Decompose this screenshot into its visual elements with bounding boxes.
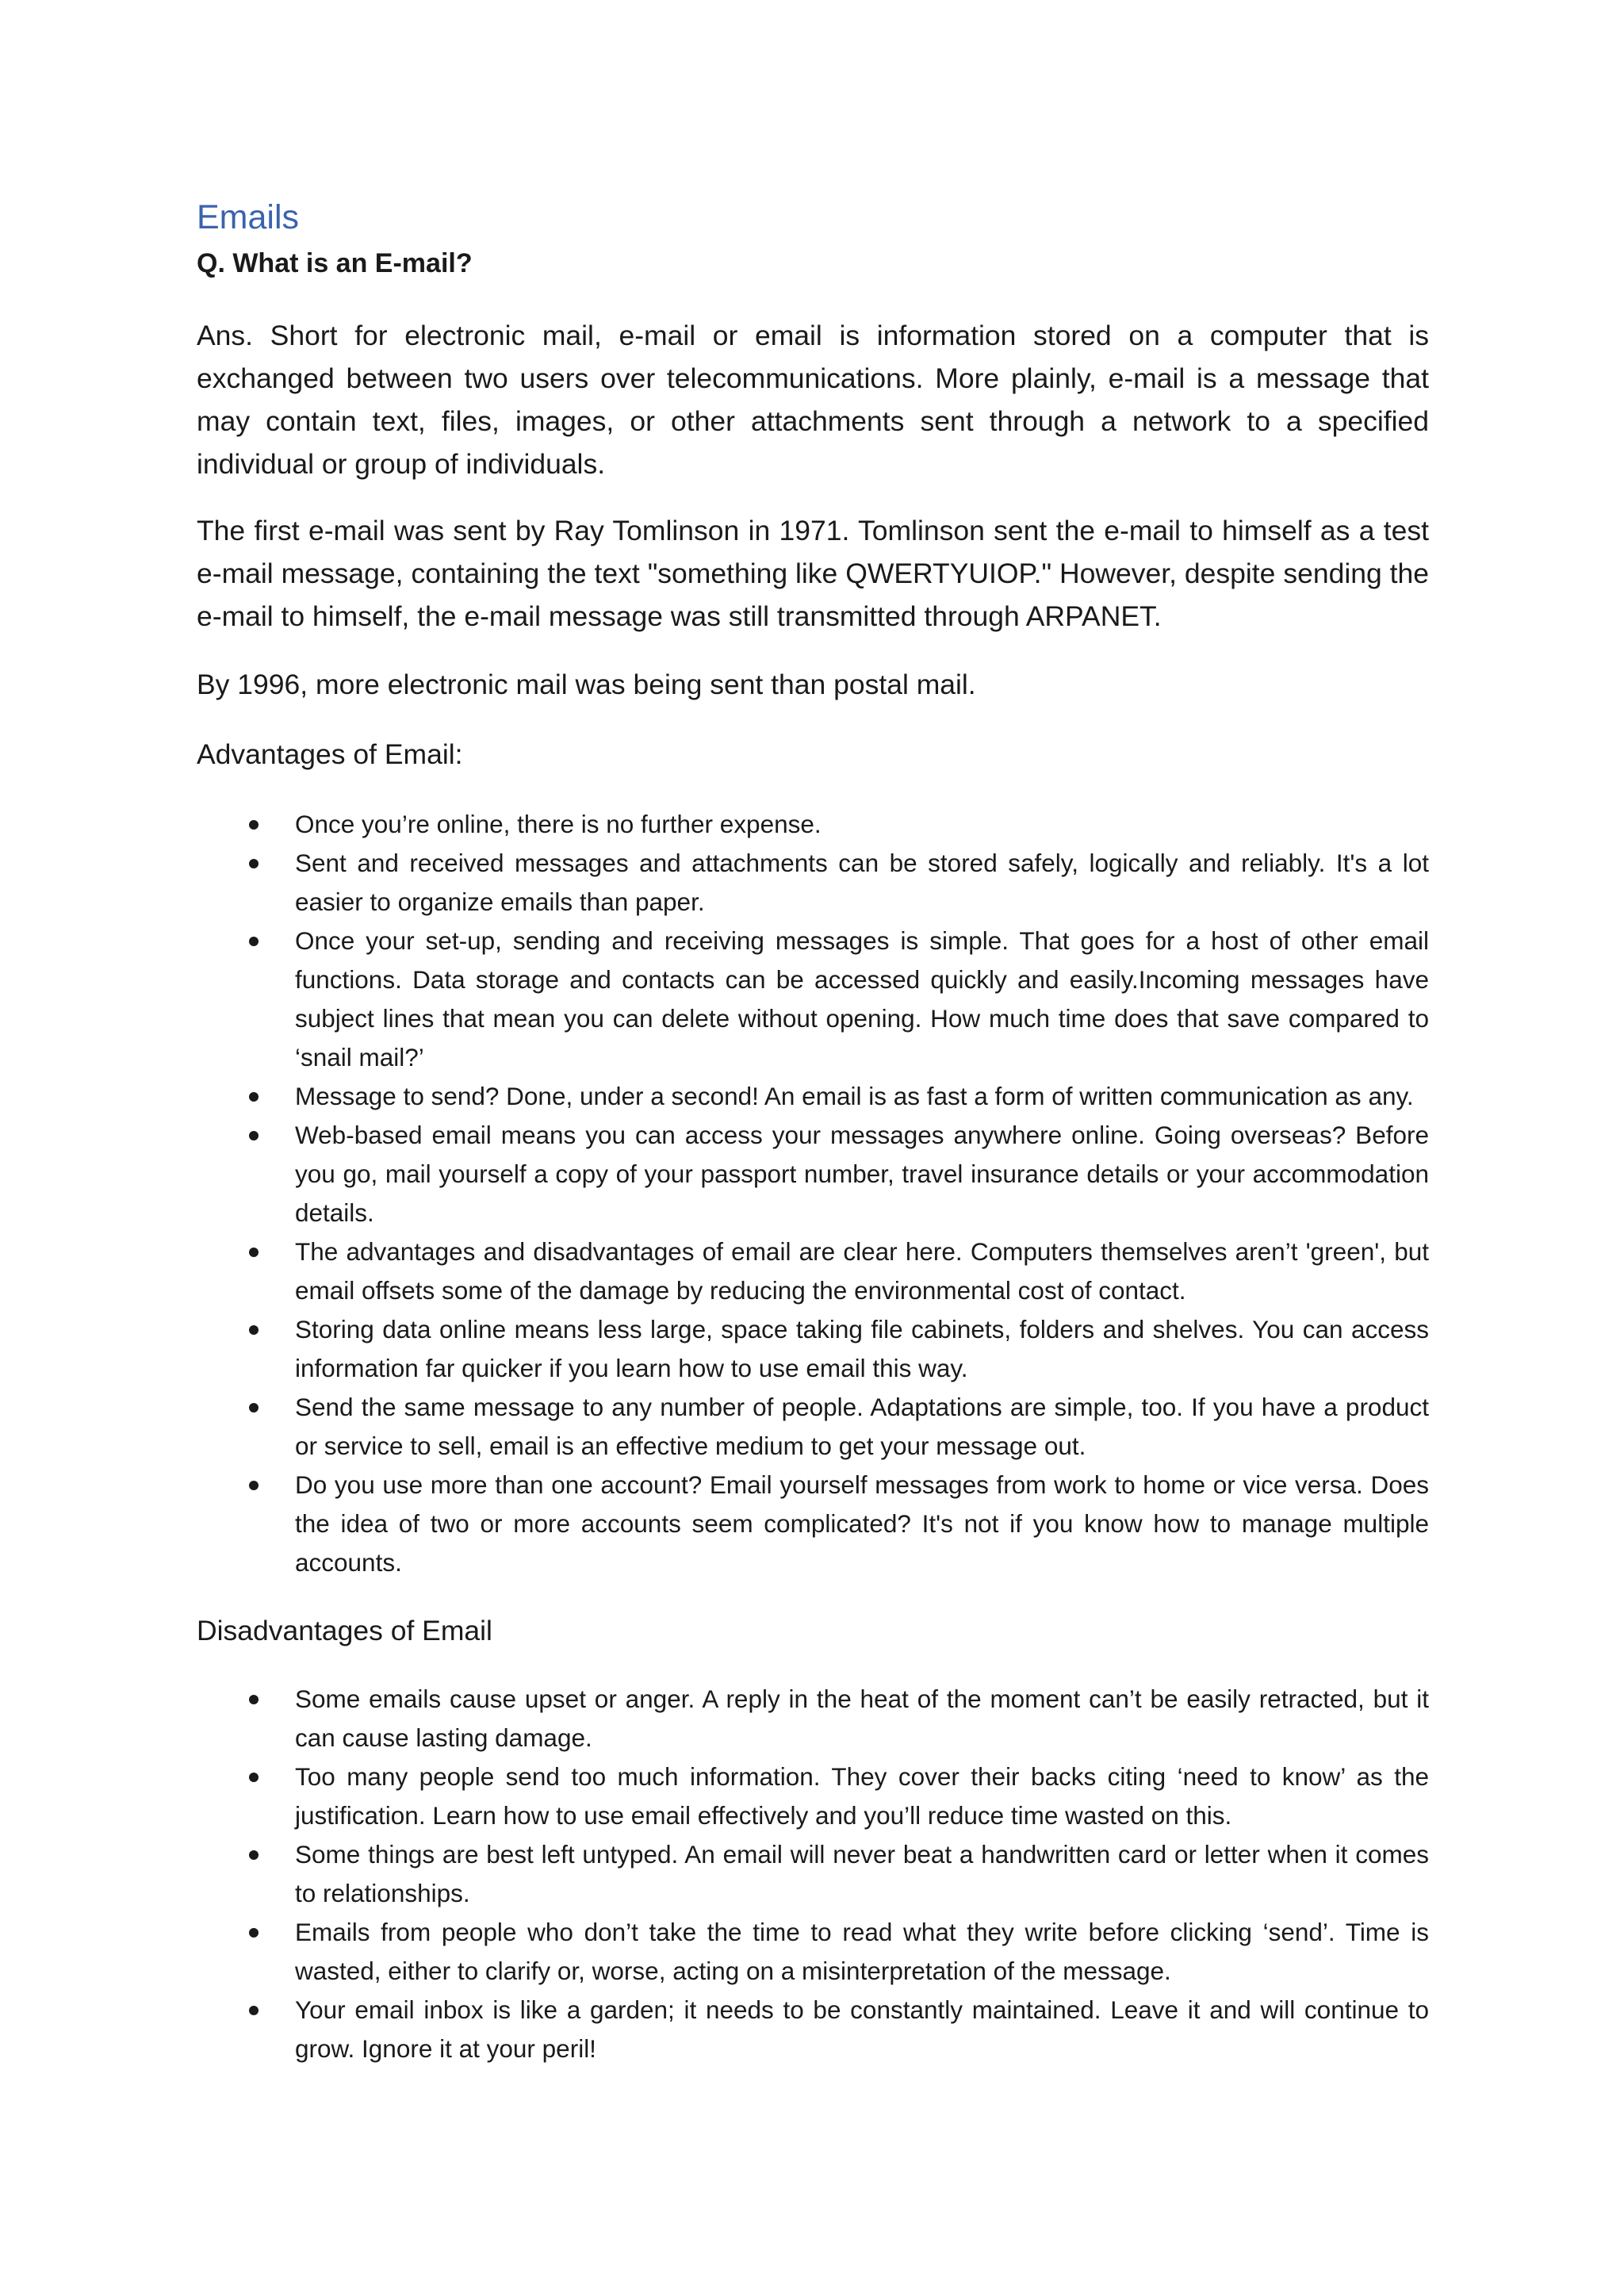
list-item-text: Sent and received messages and attachments can be stored safely, logically and reliably. It's a lot easier to organize emails than paper. (295, 849, 1429, 916)
list-item (197, 1991, 1429, 2068)
list-item (197, 805, 1429, 844)
bullet-icon (249, 1248, 259, 1257)
bullet-icon (249, 1773, 259, 1782)
list-item-text: Storing data online means less large, space taking file cabinets, folders and shelves. You can access information far quicker if you learn how to use email this way. (295, 1315, 1429, 1382)
list-item (197, 1077, 1429, 1116)
bullet-icon (249, 1695, 259, 1704)
list-item-text: Do you use more than one account? Email yourself messages from work to home or vice versa. Does the idea of two or more accounts seem complicated? It's not if you know how to manage multiple accounts. (295, 1470, 1429, 1577)
bullet-icon (249, 1131, 259, 1140)
list-item-text: Emails from people who don’t take the time to read what they write before clicking ‘send’. Time is wasted, either to clarify or, worse, acting on a misinterpretation of the message. (295, 1918, 1429, 1985)
statistic-paragraph: By 1996, more electronic mail was being sent than postal mail. (197, 669, 976, 700)
advantages-list (197, 805, 1429, 1582)
list-item-text: Once your set-up, sending and receiving messages is simple. That goes for a host of other email functions. Data storage and contacts can be accessed quickly and easily.Incoming messages have subject lines that mean you can delete without opening. How much time does that save compared to ‘snail mail?’ (295, 926, 1429, 1071)
list-item (197, 922, 1429, 1077)
list-item-text: Message to send? Done, under a second! An email is as fast a form of written communication as any. (295, 1082, 1414, 1110)
list-item (197, 1232, 1429, 1310)
disadvantages-heading: Disadvantages of Email (197, 1615, 492, 1646)
list-item (197, 1913, 1429, 1991)
document-title: Emails (197, 198, 300, 236)
list-item-text: Once you’re online, there is no further expense. (295, 810, 822, 838)
list-item-text: Some things are best left untyped. An email will never beat a handwritten card or letter when it comes to relationships. (295, 1840, 1429, 1907)
bullet-icon (249, 1325, 259, 1335)
advantages-heading: Advantages of Email: (197, 738, 463, 770)
list-item (197, 1388, 1429, 1466)
list-item (197, 1116, 1429, 1232)
list-item (197, 1466, 1429, 1582)
disadvantages-list (197, 1680, 1429, 2068)
list-item-text: Too many people send too much information. They cover their backs citing ‘need to know’ as the justification. Learn how to use email effectively and you’ll reduce time wasted on this. (295, 1762, 1429, 1830)
list-item (197, 1835, 1429, 1913)
bullet-icon (249, 1092, 259, 1102)
list-item-text: Some emails cause upset or anger. A reply in the heat of the moment can’t be easily retracted, but it can cause lasting damage. (295, 1685, 1429, 1752)
list-item (197, 1310, 1429, 1388)
list-item (197, 1757, 1429, 1835)
list-item-text: The advantages and disadvantages of email are clear here. Computers themselves aren’t 'green', but email offsets some of the damage by reducing the environmental cost of contact. (295, 1237, 1429, 1305)
bullet-icon (249, 820, 259, 830)
bullet-icon (249, 937, 259, 946)
list-item (197, 1680, 1429, 1757)
bullet-icon (249, 2006, 259, 2015)
history-paragraph: The first e-mail was sent by Ray Tomlinson in 1971. Tomlinson sent the e-mail to himself as a test e-mail message, containing the text "something like QWERTYUIOP." However, despite sending the e-mail to himself, the e-mail message was still transmitted through ARPANET. (197, 515, 1429, 632)
list-item-text: Send the same message to any number of people. Adaptations are simple, too. If you have a product or service to sell, email is an effective medium to get your message out. (295, 1393, 1429, 1460)
bullet-icon (249, 1928, 259, 1938)
bullet-icon (249, 859, 259, 868)
bullet-icon (249, 1850, 259, 1860)
list-item-text: Your email inbox is like a garden; it needs to be constantly maintained. Leave it and will continue to grow. Ignore it at your peril! (295, 1995, 1429, 2063)
bullet-icon (249, 1481, 259, 1490)
question-heading: Q. What is an E-mail? (197, 248, 473, 278)
list-item-text: Web-based email means you can access your messages anywhere online. Going overseas? Before you go, mail yourself a copy of your passport number, travel insurance details or your accommodation details. (295, 1121, 1429, 1227)
bullet-icon (249, 1403, 259, 1412)
list-item (197, 844, 1429, 922)
answer-paragraph: Ans. Short for electronic mail, e-mail or email is information stored on a computer that is exchanged between two users over telecommunications. More plainly, e-mail is a message that may contain text, files, images, or other attachments sent through a network to a specified individual or group of individuals. (197, 320, 1429, 480)
